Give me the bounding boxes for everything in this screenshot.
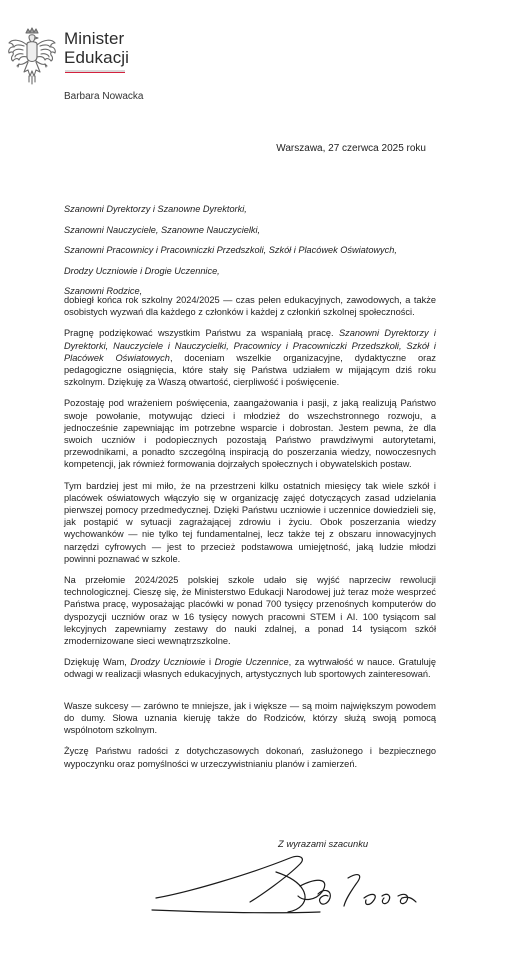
paragraph-6 [64,656,436,680]
salutation-line: Szanowni Dyrektorzy i Szanowne Dyrektorki, [64,204,247,214]
paragraph-6-text-cont: , za wytrwałość w nauce. Gratuluję odwagi w realizacji własnych edukacyjnych, artystycznych lub sportowych zainteresowań. [64,657,436,680]
closing-phrase: Z wyrazami szacunku [278,838,369,849]
paragraph-8: Życzę Państwu radości z dotychczasowych dokonań, zasłużonego i bezpiecznego wypoczynku oraz pomyślności w urzeczywistnianiu planów i zamierzeń. [64,746,436,769]
paragraph-6-and: i [205,657,215,668]
ministry-title-line2: Edukacji [64,48,130,67]
salutation-line: Szanowni Rodzice, [64,286,143,297]
paragraph-5: Na przełomie 2024/2025 polskiej szkole udało się wyjść naprzeciw rewolucji technologicznej. Cieszę się, że Ministerstwo Edukacji Narodowej już teraz może wesprzeć Państwa pracę, wyposażając placówki w ponad 700 tysięcy przenośnych komputerów do dyspozycji uczniów oraz w 16 tysięcy nowych pracowni STEM i AI. 100 tysiącom sal lekcyjnych zapewniamy zestawy do nauki zdalnej, a ponad 14 tysiącom szkół zmodernizowane sieci wewnątrzszkolne. [64,575,436,647]
salutation-line: Drodzy Uczniowie i Drogie Uczennice, [64,265,220,276]
minister-name: Barbara Nowacka [64,91,144,102]
paragraph-6-students-f: Drogie Uczennice [214,657,289,668]
ministry-title-line1: Minister [64,29,125,48]
paragraph-2 [64,327,436,388]
paragraph-2-text-cont: , doceniam wszelkie organizacyjne, dydaktyczne oraz pedagogiczne osiągnięcia, które stały się Państwa udziałem w mijającym dziś roku szkolnym. Dziękuję za Waszą otwartość, cierpliwość i poświęcenie. [64,352,436,388]
flag-red-stripe [65,72,125,74]
national-flag-stripe [65,70,125,73]
polish-eagle-emblem-icon [6,27,58,85]
letter-date: Warszawa, 27 czerwca 2025 roku [276,143,426,154]
paragraph-1: dobiegł końca rok szkolny 2024/2025 — czas pełen edukacyjnych, zawodowych, a także osobistych wyzwań dla każdego z członków i każdej z członkiń szkolnej społeczności. [64,295,436,318]
handwritten-signature-icon [150,852,440,930]
salutations [64,203,464,306]
paragraph-6-students: Drodzy Uczniowie [130,657,206,668]
ministry-wordmark [64,29,129,67]
paragraph-4: Tym bardziej jest mi miło, że na przestrzeni kilku ostatnich miesięcy tak wiele szkół i placówek oświatowych włączyło się w organizację zajęć dotyczących zasad udzielania pierwszej pomocy przedmedycznej. Dzięki Państwu uczniowie i uczennice dowiedzieli się, jak postąpić w sytuacji zagrażającej zdrowiu i życiu. Obok poszerzania wiedzy wychowanków — nie tylko tej fundamentalnej, lecz także tej z obszaru innowacyjnych narzędzi cyfrowych — jest to przecież podstawowa umiejętność, jaką ludzie młodzi powinni poznawać w szkole. [64,480,436,564]
paragraph-6-text: Dziękuję Wam, [64,657,131,668]
paragraph-2-address: Szanowni Dyrektorzy i Dyrektorki, Nauczyciele i Nauczycielki, Pracownicy i Pracowniczki Przedszkoli, Szkół i Placówek Oświatowych [64,328,436,363]
paragraph-3: Pozostaję pod wrażeniem poświęcenia, zaangażowania i pasji, z jaką realizują Państwo swoje powołanie, motywując dzieci i młodzież do wszechstronnego rozwoju, a jednocześnie zapewniając im potrzebne wsparcie i dobrostan. Jestem pewna, że dla swoich uczniów i podopiecznych pozostają Państwo prawdziwymi autorytetami, przewodnikami, a ponadto szczególną inspiracją do poszerzania wiedzy, nowoczesnych kompetencji, jak również formowania dojrzałych społecznych i obywatelskich postaw. [64,398,436,470]
salutation-line: Szanowni Nauczyciele, Szanowne Nauczycielki, [64,224,261,235]
letter-body [64,294,436,779]
paragraph-7: Wasze sukcesy — zarówno te mniejsze, jak i większe — są moim największym powodem do dumy. Słowa uznania kieruję także do Rodziców, którzy służą swoją pomocą wspólnotom szkolnym. [64,700,436,736]
salutation-line: Szanowni Pracownicy i Pracowniczki Przedszkoli, Szkół i Placówek Oświatowych, [64,245,397,256]
paragraph-2-text: Pragnę podziękować wszystkim Państwu za wspaniałą pracę. [64,328,339,339]
